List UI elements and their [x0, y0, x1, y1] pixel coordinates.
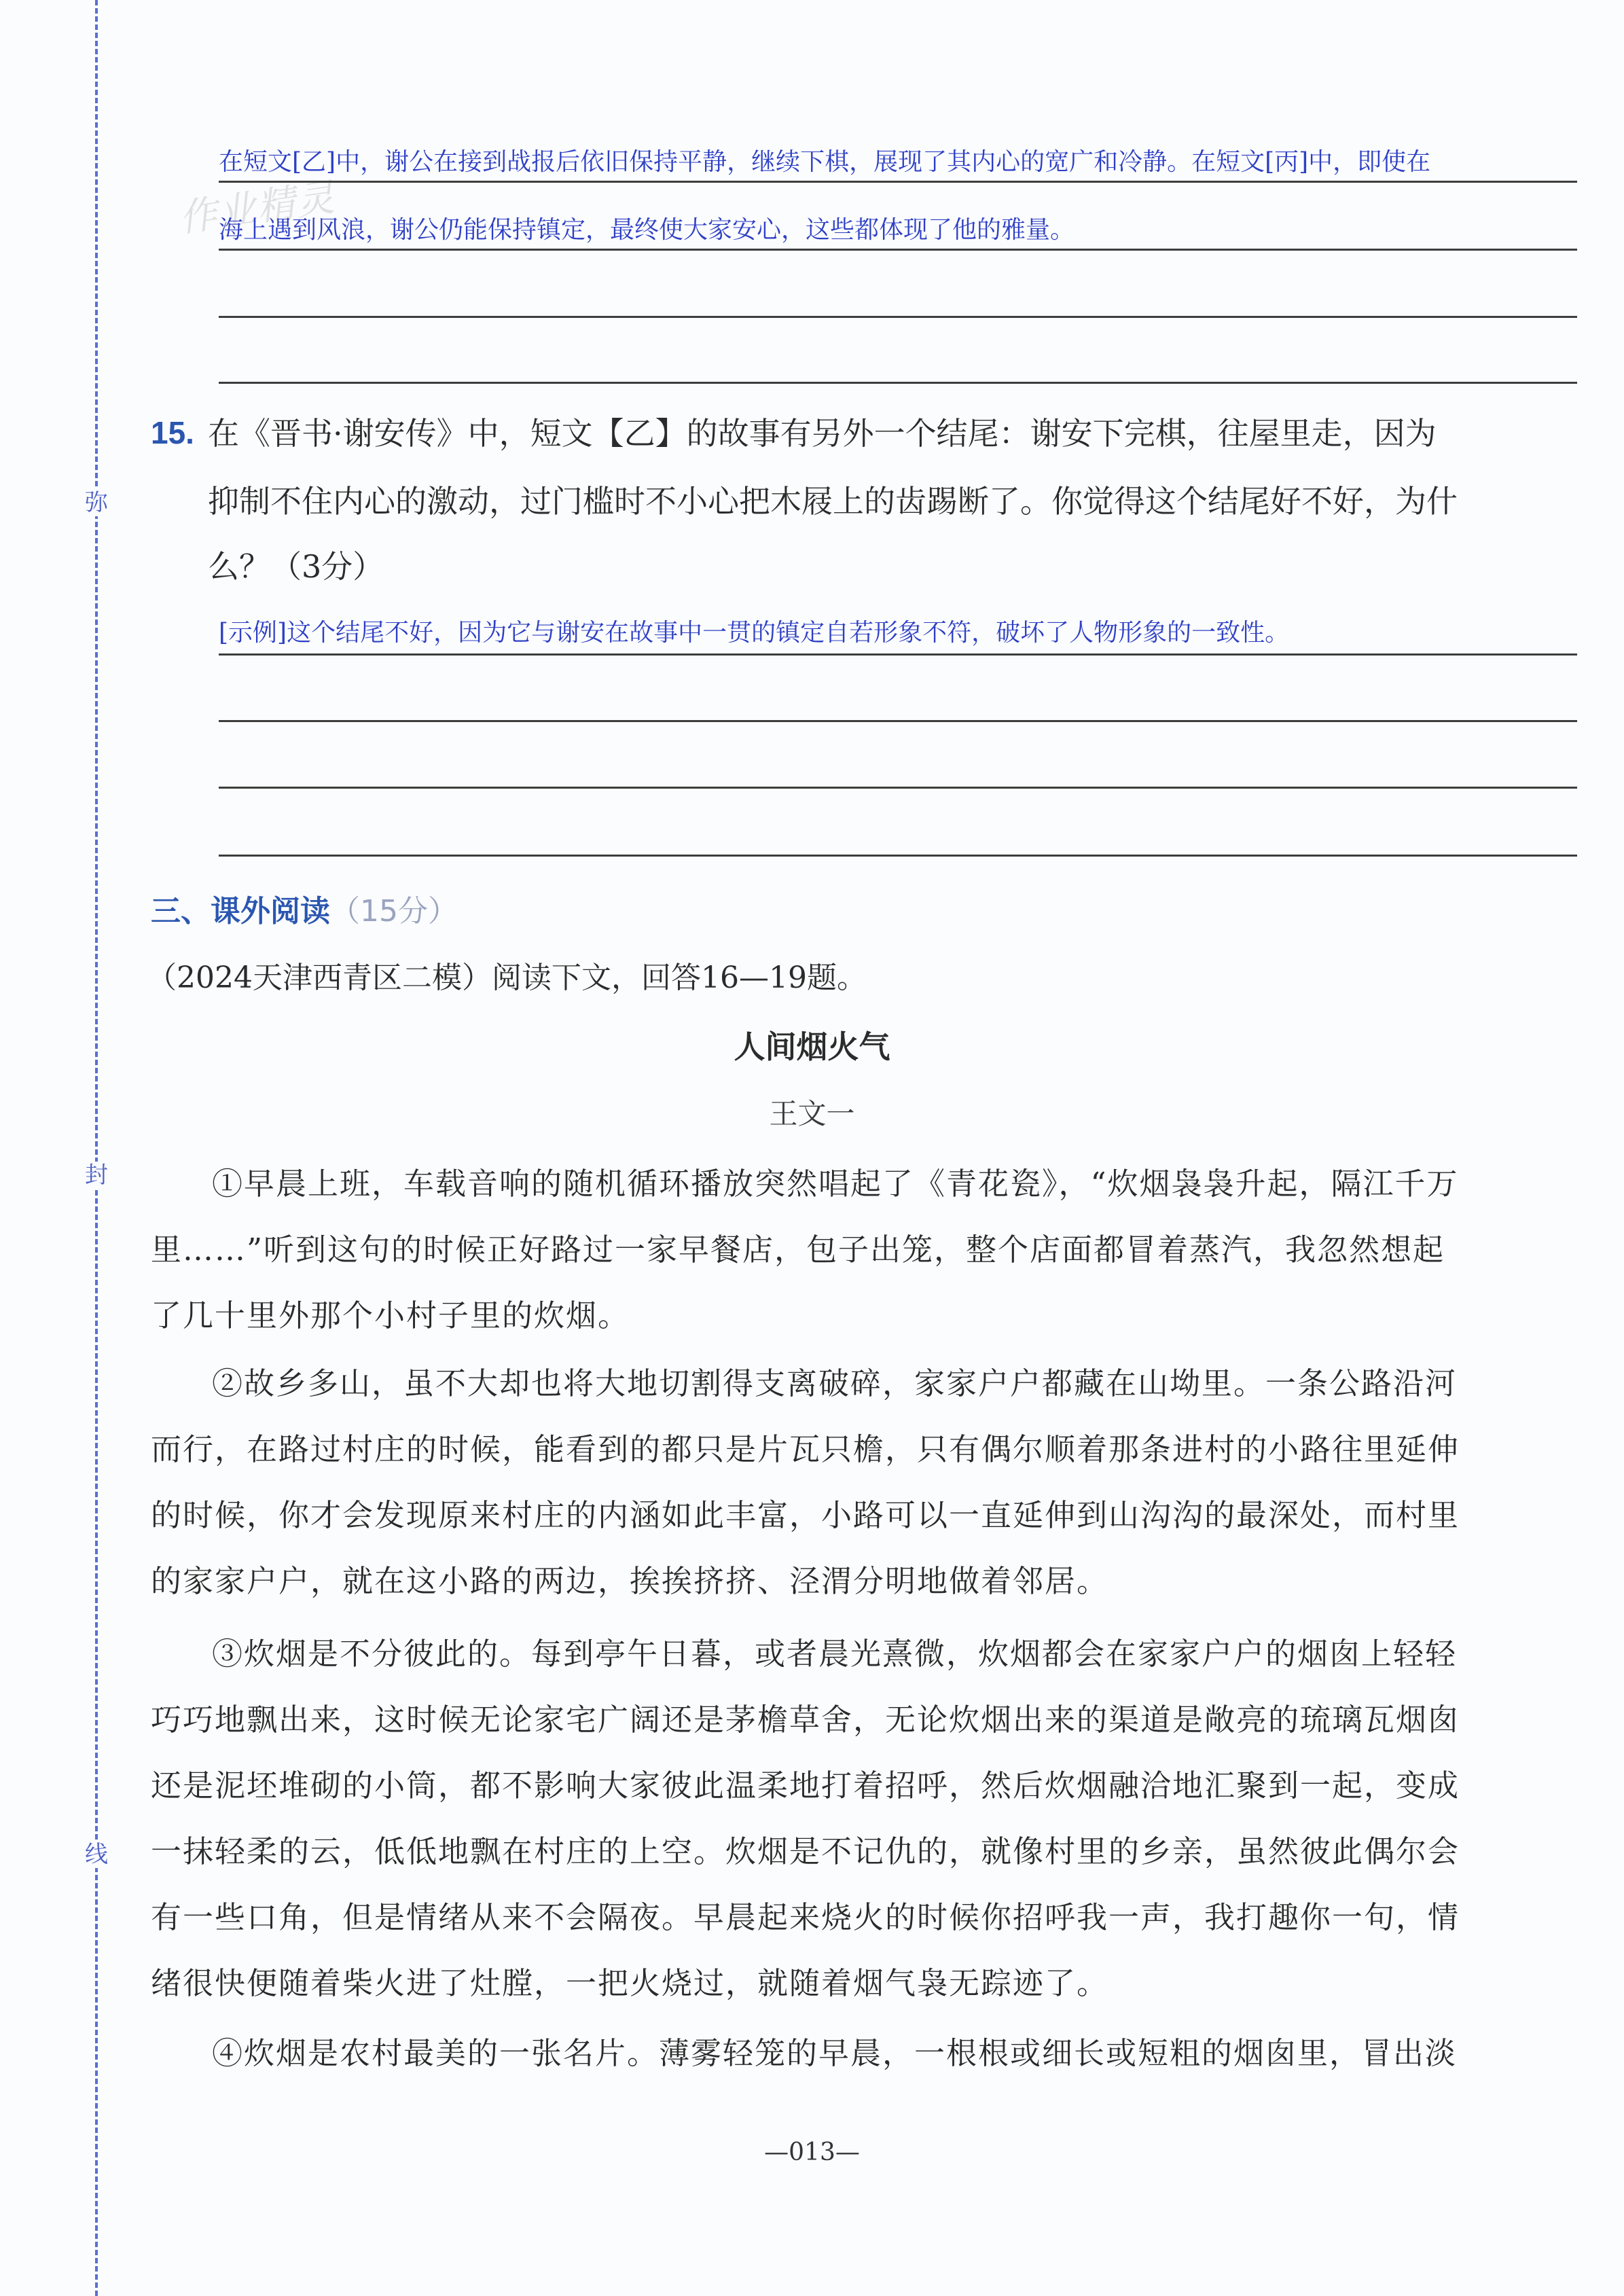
article-line: 了几十里外那个小村子里的炊烟。 [151, 1297, 630, 1333]
answer-rule [219, 653, 1577, 656]
question15-line-3: 么？（3分） [208, 548, 384, 585]
article-line: 的家家户户，就在这小路的两边，挨挨挤挤、泾渭分明地做着邻居。 [151, 1563, 1109, 1599]
answer-rule [219, 181, 1577, 183]
answer-rule [219, 382, 1577, 384]
answer-rule [219, 249, 1577, 251]
binding-char-feng: 封 [85, 1162, 108, 1189]
answer-rule [219, 787, 1577, 789]
binding-char-xian: 线 [85, 1841, 108, 1868]
binding-dashed-line [95, 0, 98, 2296]
article-line: 一抹轻柔的云，低低地飘在村庄的上空。炊烟是不记仇的，就像村里的乡亲，虽然彼此偶尔会 [151, 1833, 1460, 1869]
page-number: —013— [764, 2138, 860, 2166]
article-line: 还是泥坯堆砌的小筒，都不影响大家彼此温柔地打着招呼，然后炊烟融洽地汇聚到一起，变成 [151, 1768, 1460, 1804]
answer-rule [219, 720, 1577, 722]
question-number: 15. [151, 415, 194, 450]
article-line: 的时候，你才会发现原来村庄的内涵如此丰富，小路可以一直延伸到山沟沟的最深处，而村里 [151, 1497, 1460, 1533]
binding-char-mi: 弥 [85, 489, 108, 516]
article-line: 巧巧地飘出来，这时候无论家宅广阔还是茅檐草舍，无论炊烟出来的渠道是敞亮的琉璃瓦烟囱 [151, 1702, 1460, 1738]
article-line: ①早晨上班，车载音响的随机循环播放突然唱起了《青花瓷》，“炊烟袅袅升起，隔江千万 [212, 1166, 1459, 1202]
article-line: ②故乡多山，虽不大却也将大地切割得支离破碎，家家户户都藏在山坳里。一条公路沿河 [212, 1365, 1458, 1401]
article-line: 里……”听到这句的时候正好路过一家早餐店，包子出笼，整个店面都冒着蒸汽，我忽然想起 [151, 1232, 1445, 1268]
article-title: 人间烟火气 [734, 1028, 890, 1065]
watermark-logo: 作业精灵 [176, 175, 339, 241]
question15-line-2: 抑制不住内心的激动，过门槛时不小心把木屐上的齿踢断了。你觉得这个结尾好不好，为什 [208, 483, 1458, 520]
article-line: 有一些口角，但是情绪从来不会隔夜。早晨起来烧火的时候你招呼我一声，我打趣你一句，情 [151, 1899, 1460, 1935]
article-line: 而行，在路过村庄的时候，能看到的都只是片瓦只檐，只有偶尔顺着那条进村的小路往里延伸 [151, 1431, 1460, 1467]
section-heading [151, 886, 458, 930]
section-title: 三、课外阅读 [151, 894, 330, 929]
article-author: 王文一 [769, 1097, 855, 1130]
answer-rule [219, 316, 1577, 318]
section-score: （15分） [330, 894, 458, 929]
article-line: ③炊烟是不分彼此的。每到亭午日暮，或者晨光熹微，炊烟都会在家家户户的烟囱上轻轻 [212, 1636, 1458, 1672]
answer14-line-2: 海上遇到风浪，谢公仍能保持镇定，最终使大家安心，这些都体现了他的雅量。 [219, 216, 1075, 244]
answer-rule [219, 855, 1577, 857]
article-line: 绪很快便随着柴火进了灶膛，一把火烧过，就随着烟气袅无踪迹了。 [151, 1965, 1109, 2001]
article-line: ④炊烟是农村最美的一张名片。薄雾轻笼的早晨，一根根或细长或短粗的烟囱里，冒出淡 [212, 2035, 1458, 2071]
reading-intro: （2024天津西青区二模）阅读下文，回答16—19题。 [147, 961, 867, 995]
question15-line-1: 在《晋书·谢安传》中，短文【乙】的故事有另外一个结尾：谢安下完棋，往屋里走，因为 [208, 415, 1437, 452]
answer14-line-1: 在短文[乙]中，谢公在接到战报后依旧保持平静，继续下棋，展现了其内心的宽广和冷静。在短文[丙]中，即使在 [219, 148, 1431, 176]
answer15-text: [示例]这个结尾不好，因为它与谢安在故事中一贯的镇定自若形象不符，破坏了人物形象的一致性。 [219, 619, 1290, 647]
